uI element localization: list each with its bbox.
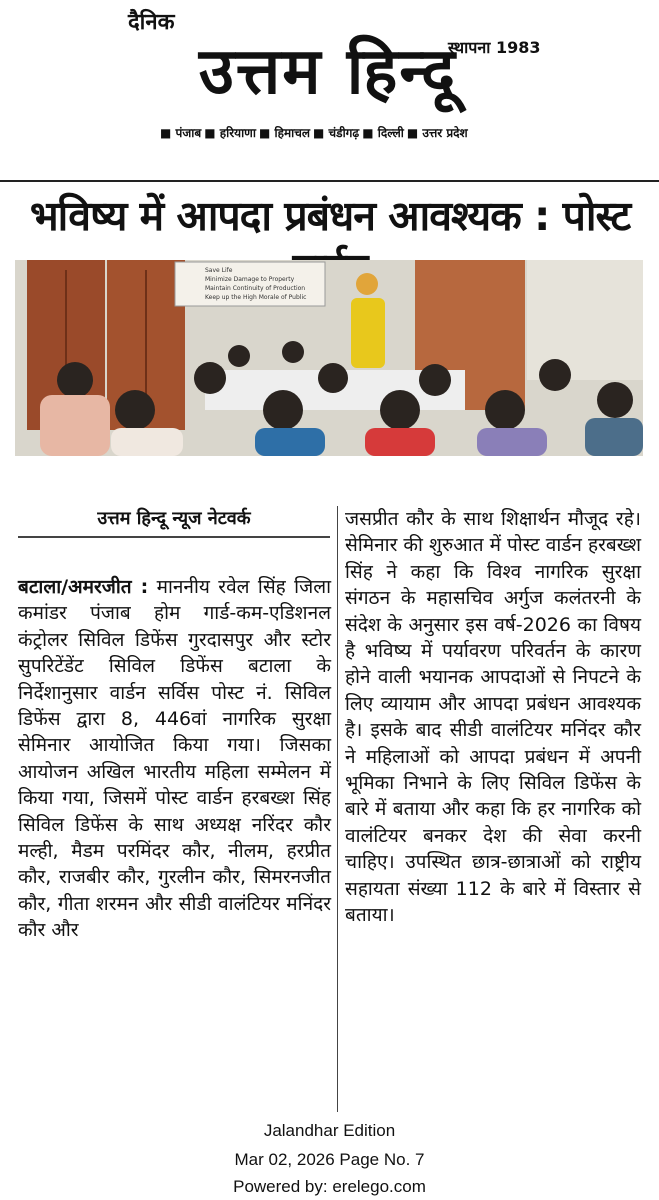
article-text-left: माननीय रवेल सिंह जिला कमांडर पंजाब होम गार्ड-कम-एडिशनल कंट्रोलर सिविल डिफेंस गुरदासपुर और स्टोर सुपरिटेंडेंट सिविल डिफेंस बटाला के निर्देशानुसार वार्डन सर्विस पोस्ट नं. सिविल डिफेंस द्वारा 8, 446वां नागरिक सुरक्षा सेमिनार आयोजित किया गया। जिसका आयोजन अखिल भारतीय महिला सम्मेलन में किया गया, जिसमें पोस्ट वार्डन हरबख्श सिंह सिविल डिफेंस के साथ अध्यक्ष नरिंदर कौर मल्ही, मैडम परमिंदर कौर, नीलम, हरप्रीत कौर, राजबीर कौर, गुरलीन कौर, सिमरनजीत कौर, गीता शरमन और सीडी वालंटियर मनिंदर कौर और: [18, 576, 331, 942]
masthead-divider: [0, 180, 659, 182]
article-photo: [15, 260, 643, 456]
column-divider: [337, 506, 338, 1112]
state-label: ■ पंजाब: [160, 124, 201, 141]
masthead-daily-label: दैनिक: [128, 10, 175, 35]
article-text-right: जसप्रीत कौर के साथ शिक्षार्थन मौजूद रहे। सेमिनार की शुरुआत में पोस्ट वार्डन हरबख्श सिंह ने कहा कि विश्व नागरिक सुरक्षा संगठन के महासचिव अर्गुज कलंतरनी के संदेश के अनुसार इस वर्ष-2026 का विषय है भविष्य में पर्यावरण परिवर्तन के कारण होने वाली भयानक आपदाओं से निपटने के लिए व्यायाम और आपदा प्रबंधन आवश्यक है। इसके बाद सीडी वालंटियर मनिंदर कौर ने महिलाओं को आपदा प्रबंधन में अपनी भूमिका निभाने के लिए सिविल डिफेंस के बारे में बताया और कहा कि हर नागरिक को वालंटियर बनकर देश की सेवा करनी चाहिए। उपस्थित छात्र-छात्राओं को राष्ट्रीय सहायता संख्या 112 के बारे में विस्तार से बताया।: [345, 508, 641, 927]
footer-powered-by: Powered by: erelego.com: [233, 1177, 426, 1196]
footer-date-page: Mar 02, 2026 Page No. 7: [234, 1150, 425, 1169]
state-label: ■ चंडीगढ़: [313, 124, 359, 141]
article-headline: भविष्य में आपदा प्रबंधन आवश्यक : पोस्ट: [29, 192, 631, 240]
masthead-states: [160, 124, 468, 141]
article-body-right: [345, 506, 641, 929]
state-label: ■ दिल्ली: [362, 124, 404, 141]
article-body-left: [18, 574, 331, 944]
masthead-founded: स्थापना 1983: [448, 38, 541, 57]
newspaper-title: उत्तम हिन्दू: [198, 34, 458, 109]
article-byline: उत्तम हिन्दू न्यूज नेटवर्क: [18, 506, 330, 538]
banner-line: Keep up the High Morale of Public: [205, 294, 307, 301]
article-dateline: बटाला/अमरजीत :: [18, 576, 149, 598]
banner-line: Maintain Continuity of Production: [205, 285, 306, 292]
state-label: ■ हिमाचल: [259, 124, 310, 141]
seminar-photo-illustration: [15, 260, 643, 456]
state-label: ■ उत्तर प्रदेश: [407, 124, 468, 141]
banner-line: Save Life: [205, 267, 233, 274]
footer-edition: Jalandhar Edition: [263, 1121, 396, 1140]
state-label: ■ हरियाणा: [204, 124, 256, 141]
banner-line: Minimize Damage to Property: [205, 276, 295, 283]
